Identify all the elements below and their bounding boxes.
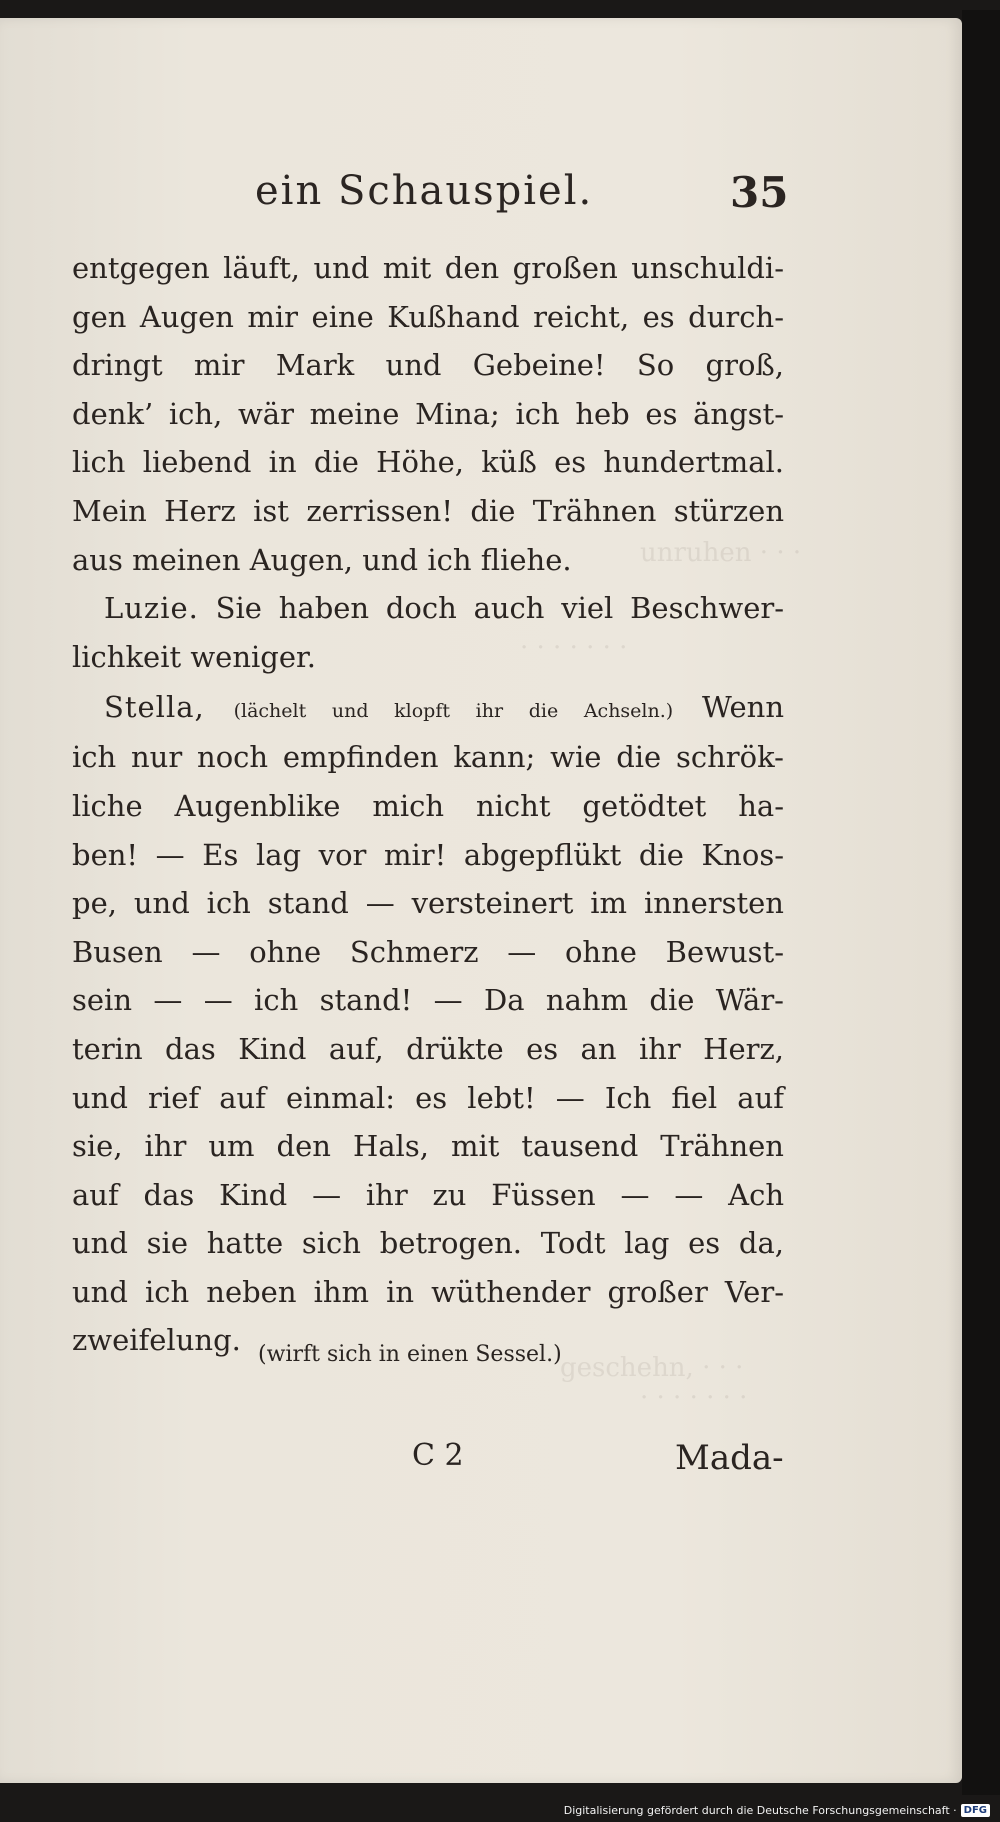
credit-text: Digitalisierung gefördert durch die Deutsche Forschungsgemeinschaft · — [563, 1803, 957, 1817]
text-line: entgegen läuft, und mit den großen unschuldi- — [72, 251, 784, 285]
page-number: 35 — [730, 168, 789, 217]
text-line: lichkeit weniger. — [72, 639, 316, 674]
show-through: · · · · · · · — [640, 1383, 748, 1413]
catchword: Mada- — [675, 1438, 784, 1478]
speech-text: Sie haben doch auch viel Beschwer- — [215, 591, 785, 626]
signature-mark: C 2 — [412, 1438, 464, 1473]
speech-text: Wenn — [702, 690, 784, 725]
dfg-logo: DFG — [961, 1804, 990, 1817]
speech-luzie — [72, 584, 784, 633]
speech-stella — [72, 681, 784, 733]
show-through: unruhen · · · — [640, 538, 802, 568]
page-footer — [0, 1438, 962, 1498]
speaker-name: Luzie. — [104, 591, 199, 626]
text-line: sie, ihr um den Hals, mit tausend Trähnen — [72, 1129, 784, 1164]
text-line: Mein Herz ist zerrissen! die Trähnen stürzen — [72, 493, 784, 528]
text-line: aus meinen Augen, und ich fliehe. — [72, 542, 572, 577]
body-text — [72, 244, 784, 1365]
text-line: dringt mir Mark und Gebeine! So groß, — [72, 348, 784, 383]
speaker-name: Stella, — [104, 690, 205, 725]
text-line: terin das Kind auf, drükte es an ihr Herz, — [72, 1031, 784, 1066]
text-line: lich liebend in die Höhe, küß es hundertmal. — [72, 445, 784, 480]
inline-stage-direction: (lächelt und klopft ihr die Achseln.) — [233, 700, 674, 723]
text-line: gen Augen mir eine Kußhand reicht, es durch- — [72, 299, 784, 334]
text-line: pe, und ich stand — versteinert im innersten — [72, 886, 784, 921]
text-line: und rief auf einmal: es lebt! — Ich fiel auf — [72, 1080, 784, 1115]
running-head — [0, 168, 962, 228]
text-line: und sie hatte sich betrogen. Todt lag es da, — [72, 1226, 784, 1261]
text-line: denk’ ich, wär meine Mina; ich heb es ängst- — [72, 396, 784, 431]
text-line: und ich neben ihm in wüthender großer Ver- — [72, 1274, 784, 1309]
page-paper — [0, 18, 962, 1783]
text-line: ben! — Es lag vor mir! abgepflükt die Knos- — [72, 837, 784, 872]
text-line: Busen — ohne Schmerz — ohne Bewust- — [72, 934, 784, 969]
scan-background — [962, 10, 1000, 1795]
digitization-credit — [564, 1800, 990, 1820]
text-line: auf das Kind — ihr zu Füssen — — Ach — [72, 1177, 784, 1212]
text-line: zweifelung. — [72, 1323, 241, 1358]
stage-direction: (wirft sich in einen Sessel.) — [258, 1342, 562, 1367]
show-through: · · · · · · · — [520, 633, 628, 663]
text-line: sein — — ich stand! — Da nahm die Wär- — [72, 983, 784, 1018]
running-title: ein Schauspiel. — [255, 168, 594, 214]
text-line: ich nur noch empfinden kann; wie die schrök- — [72, 740, 784, 775]
show-through: geschehn, · · · — [560, 1353, 744, 1383]
text-line: liche Augenblike mich nicht getödtet ha- — [72, 788, 784, 823]
